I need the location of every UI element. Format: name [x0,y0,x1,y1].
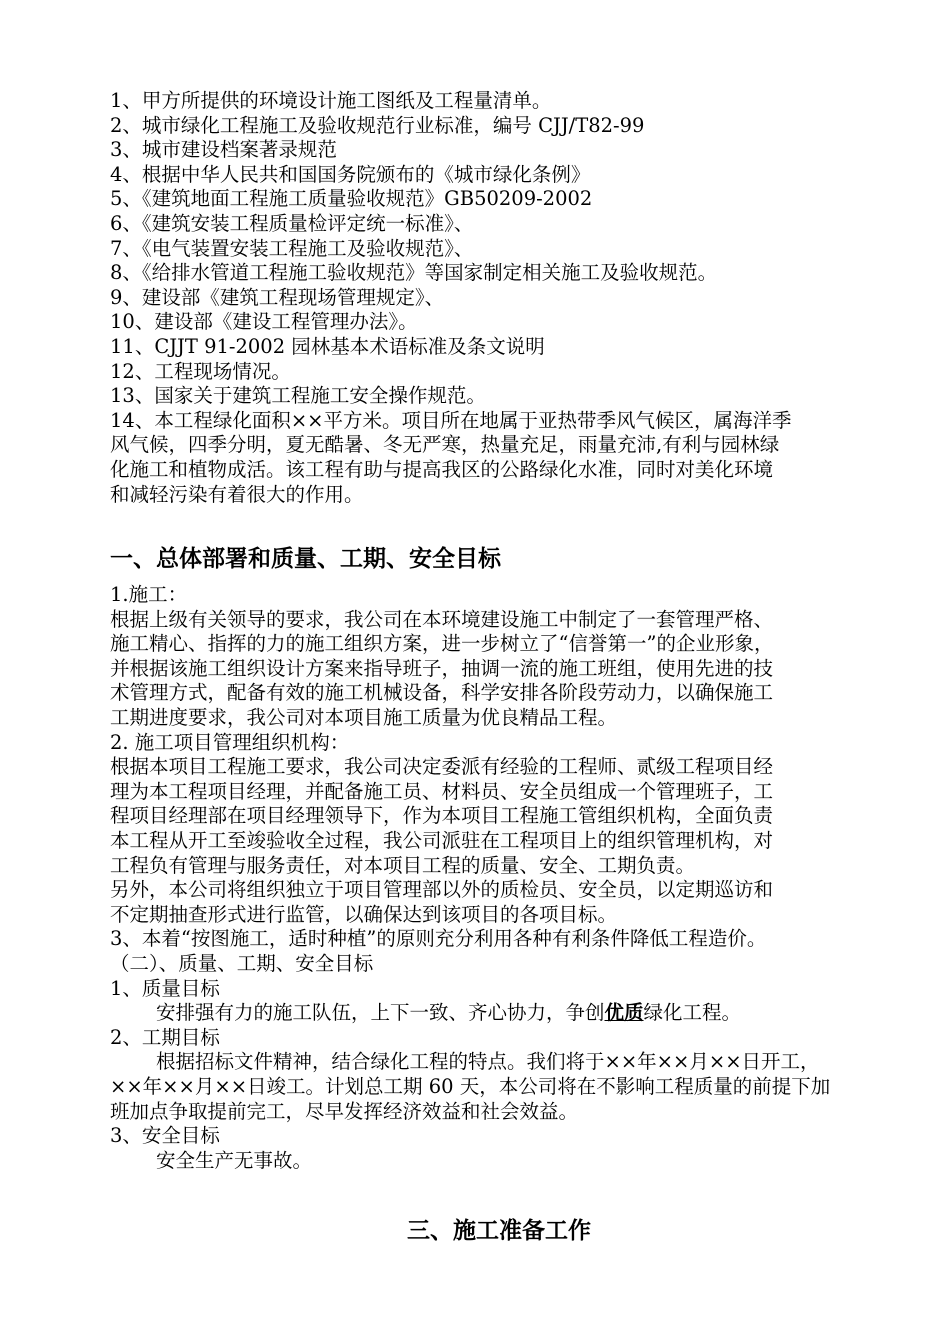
paragraph-line: 本工程从开工至竣验收全过程，我公司派驻在工程项目上的组织管理机构，对 [110,829,774,853]
paragraph-line: 工程负有管理与服务责任，对本项目工程的质量、安全、工期负责。 [110,853,696,877]
list-item: 8、《给排水管道工程施工验收规范》等国家制定相关施工及验收规范。 [110,261,718,285]
paragraph-line: 另外，本公司将组织独立于项目管理部以外的质检员、安全员，以定期巡访和 [110,878,774,902]
principle-line: 3、本着“按图施工，适时种植”的原则充分利用各种有利条件降低工程造价。 [110,927,767,951]
organization-paragraph [110,755,888,927]
paragraph-line: 工期进度要求，我公司对本项目施工质量为优良精品工程。 [110,706,618,730]
list-item: 5、《建筑地面工程施工质量验收规范》GB50209-2002 [110,187,593,211]
item-14-paragraph [110,409,888,507]
paragraph-line: 化施工和植物成活。该工程有助与提高我区的公路绿化水准，同时对美化环境 [110,457,774,481]
paragraph-line: 班加点争取提前完工，尽早发挥经济效益和社会效益。 [110,1099,579,1123]
period-goal-paragraph [110,1050,888,1124]
safety-goal-title: 3、安全目标 [110,1124,220,1148]
list-item: 4、根据中华人民共和国国务院颁布的《城市绿化条例》 [110,162,591,186]
paragraph-line: 施工精心、指挥的力的施工组织方案，进一步树立了“信誉第一”的企业形象， [110,632,774,656]
paragraph-line: 和减轻污染有着很大的作用。 [110,482,364,506]
list-item: 3、城市建设档案著录规范 [110,138,337,162]
list-item: 9、建设部《建筑工程现场管理规定》、 [110,285,445,309]
quality-goal-text-pre: 安排强有力的施工队伍，上下一致、齐心协力，争创 [156,1001,605,1025]
list-item: 2、城市绿化工程施工及验收规范行业标准，编号 CJJ/T82-99 [110,113,645,137]
list-item: 11、CJJT 91-2002 园林基本术语标准及条文说明 [110,334,545,358]
list-item: 6、《建筑安装工程质量检评定统一标准》、 [110,211,474,235]
list-item: 12、工程现场情况。 [110,359,291,383]
section-heading-1: 一、总体部署和质量、工期、安全目标 [110,545,501,573]
paragraph-line: 并根据该施工组织设计方案来指导班子，抽调一流的施工班组，使用先进的技 [110,656,774,680]
quality-goal-emphasis: 优质 [604,1001,644,1025]
paragraph-line: 根据招标文件精神，结合绿化工程的特点。我们将于××年××月××日开工， [156,1050,820,1074]
paragraph-line: ××年××月××日竣工。计划总工期 60 天，本公司将在不影响工程质量的前提下加 [110,1074,831,1098]
safety-goal-text: 安全生产无事故。 [156,1148,313,1172]
list-item: 7、《电气装置安装工程施工及验收规范》、 [110,236,474,260]
goals-title: （二）、质量、工期、安全目标 [110,952,374,975]
paragraph-line: 14、本工程绿化面积××平方米。项目所在地属于亚热带季风气候区，属海洋季 [110,408,792,432]
document-body [110,89,888,1245]
paragraph-line: 理为本工程项目经理，并配备施工员、材料员、安全员组成一个管理班子，工 [110,779,774,803]
subsection-title: 1.施工： [110,583,188,607]
construction-paragraph [110,608,888,731]
paragraph-line: 术管理方式，配备有效的施工机械设备，科学安排各阶段劳动力，以确保施工 [110,681,774,705]
quality-goal-text-post: 绿化工程。 [643,1001,742,1025]
paragraph-line: 不定期抽查形式进行监管，以确保达到该项目的各项目标。 [110,902,618,926]
list-item: 13、国家关于建筑工程施工安全操作规范。 [110,384,486,408]
paragraph-line: 程项目经理部在项目经理领导下，作为本项目工程施工管组织机构，全面负责 [110,804,774,828]
list-item: 10、建设部《建设工程管理办法》。 [110,310,418,334]
list-item: 1、甲方所提供的环境设计施工图纸及工程量清单。 [110,89,552,112]
subsection-title: 2. 施工项目管理组织机构： [110,730,350,754]
period-goal-title: 2、工期目标 [110,1025,220,1049]
paragraph-line: 根据本项目工程施工要求，我公司决定委派有经验的工程师、贰级工程项目经 [110,755,774,779]
paragraph-line: 根据上级有关领导的要求，我公司在本环境建设施工中制定了一套管理严格、 [110,607,774,631]
basis-list [110,89,888,409]
quality-goal-title: 1、质量目标 [110,976,220,1000]
paragraph-line: 风气候，四季分明，夏无酷暑、冬无严寒，热量充足，雨量充沛,有利与园林绿 [110,433,780,457]
section-heading-3: 三、施工准备工作 [407,1217,591,1245]
quality-goal-text [110,1001,888,1026]
